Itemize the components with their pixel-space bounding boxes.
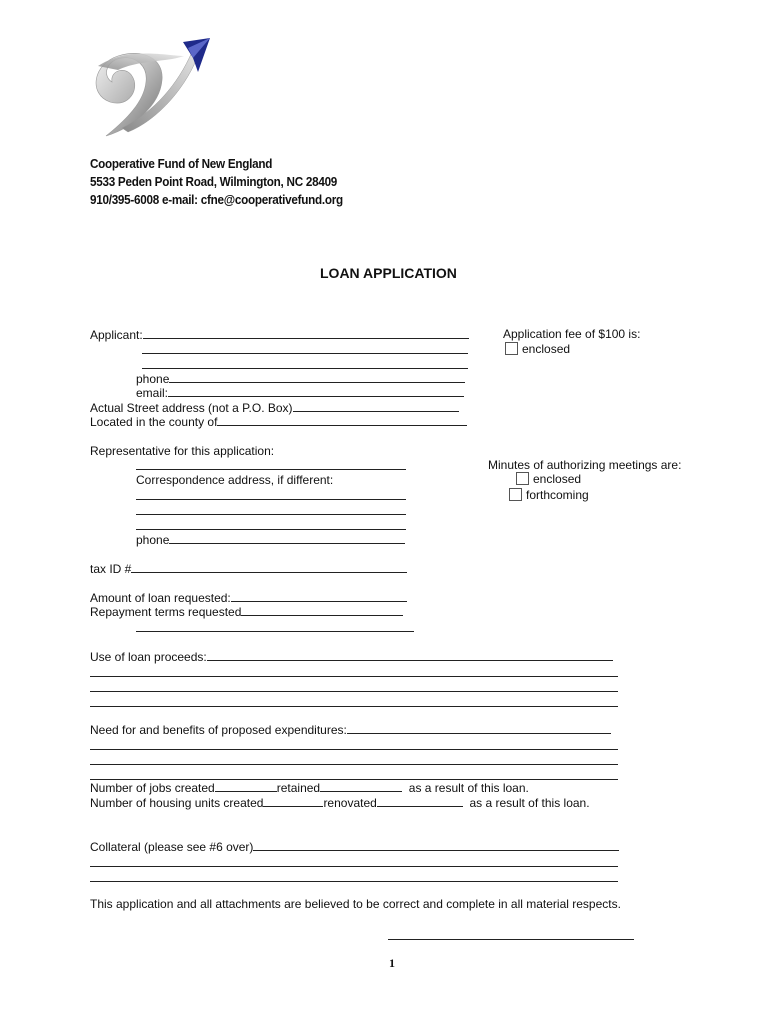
minutes-enclosed-label: enclosed	[533, 472, 582, 486]
need-benefits-field-3[interactable]	[90, 753, 618, 765]
correspondence-field-1[interactable]	[136, 488, 406, 500]
street-address-field[interactable]	[293, 400, 459, 412]
collateral-line-2	[90, 855, 618, 870]
use-of-proceeds-field-3[interactable]	[90, 680, 618, 692]
housing-renovated-label: renovated	[323, 796, 377, 810]
collateral-field-2[interactable]	[90, 855, 618, 867]
representative-phone-field[interactable]	[169, 532, 405, 544]
use-of-proceeds-line-3	[90, 680, 618, 695]
fee-label: Application fee of $100 is:	[503, 327, 641, 341]
use-of-proceeds-line-4	[90, 695, 618, 710]
use-of-proceeds-field-2[interactable]	[90, 665, 618, 677]
use-of-proceeds-row	[90, 649, 613, 664]
tax-id-field[interactable]	[131, 561, 407, 573]
representative-name-row	[136, 458, 406, 473]
applicant-address-row-2	[142, 357, 468, 372]
housing-suffix: as a result of this loan.	[469, 796, 590, 810]
use-of-proceeds-line-2	[90, 665, 618, 680]
jobs-retained-field[interactable]	[320, 780, 402, 792]
need-benefits-line-3	[90, 753, 618, 768]
street-address-row	[90, 400, 459, 415]
applicant-email-field[interactable]	[168, 385, 464, 397]
housing-row	[90, 795, 590, 810]
applicant-phone-field[interactable]	[169, 371, 465, 383]
jobs-suffix: as a result of this loan.	[408, 781, 529, 795]
org-name: Cooperative Fund of New England	[90, 156, 273, 171]
need-benefits-field-2[interactable]	[90, 738, 618, 750]
tax-id-label: tax ID #	[90, 562, 132, 576]
representative-phone-row	[136, 532, 405, 547]
repayment-label: Repayment terms requested	[90, 605, 242, 619]
need-benefits-row	[90, 722, 611, 737]
signature-row	[388, 928, 634, 943]
applicant-phone-label: phone	[136, 372, 170, 386]
repayment-row-2	[136, 620, 414, 635]
applicant-email-row	[136, 385, 464, 400]
minutes-label: Minutes of authorizing meetings are:	[488, 458, 682, 472]
county-row	[90, 414, 467, 429]
certification-statement: This application and all attachments are believed to be correct and complete in all material respects.	[90, 897, 621, 911]
collateral-field-3[interactable]	[90, 870, 618, 882]
applicant-row	[90, 327, 469, 342]
housing-created-label: Number of housing units created	[90, 796, 264, 810]
applicant-label: Applicant:	[90, 328, 143, 342]
minutes-enclosed-option	[516, 472, 581, 486]
fee-enclosed-option	[505, 342, 570, 356]
need-benefits-field-4[interactable]	[90, 768, 618, 780]
county-label: Located in the county of	[90, 415, 218, 429]
applicant-email-label: email:	[136, 386, 169, 400]
applicant-address-field-2[interactable]	[142, 357, 468, 369]
correspondence-label: Correspondence address, if different:	[136, 473, 334, 487]
collateral-field[interactable]	[253, 839, 619, 851]
representative-label: Representative for this application:	[90, 444, 275, 458]
org-address: 5533 Peden Point Road, Wilmington, NC 28409	[90, 174, 338, 189]
correspondence-field-2[interactable]	[136, 503, 406, 515]
repayment-field-2[interactable]	[136, 620, 414, 632]
collateral-row	[90, 839, 619, 854]
need-benefits-label: Need for and benefits of proposed expenditures:	[90, 723, 347, 737]
applicant-name-field[interactable]	[143, 327, 469, 339]
minutes-forthcoming-option	[509, 488, 589, 502]
jobs-row	[90, 780, 529, 795]
page-number: 1	[389, 956, 395, 970]
need-benefits-line-2	[90, 738, 618, 753]
jobs-retained-label: retained	[276, 781, 321, 795]
correspondence-row-1	[136, 488, 406, 503]
page-title: LOAN APPLICATION	[320, 265, 457, 281]
fee-enclosed-label: enclosed	[522, 342, 571, 356]
applicant-address-row-1	[142, 342, 468, 357]
applicant-address-field-1[interactable]	[142, 342, 468, 354]
collateral-label: Collateral (please see #6 over)	[90, 840, 254, 854]
minutes-enclosed-checkbox[interactable]	[516, 472, 529, 485]
repayment-field[interactable]	[241, 604, 403, 616]
housing-created-field[interactable]	[263, 795, 323, 807]
representative-name-field[interactable]	[136, 458, 406, 470]
housing-renovated-field[interactable]	[377, 795, 463, 807]
fee-enclosed-checkbox[interactable]	[505, 342, 518, 355]
need-benefits-field[interactable]	[347, 722, 611, 734]
collateral-line-3	[90, 870, 618, 885]
amount-label: Amount of loan requested:	[90, 591, 231, 605]
use-of-proceeds-label: Use of loan proceeds:	[90, 650, 207, 664]
tax-id-row	[90, 561, 407, 576]
minutes-forthcoming-label: forthcoming	[526, 488, 589, 502]
minutes-forthcoming-checkbox[interactable]	[509, 488, 522, 501]
county-field[interactable]	[217, 414, 467, 426]
correspondence-field-3[interactable]	[136, 518, 406, 530]
street-address-label: Actual Street address (not a P.O. Box)	[90, 401, 293, 415]
org-contact: 910/395-6008 e-mail: cfne@cooperativefund.org	[90, 192, 343, 207]
representative-phone-label: phone	[136, 533, 170, 547]
repayment-row	[90, 604, 403, 619]
signature-field[interactable]	[388, 928, 634, 940]
cfne-logo	[88, 36, 216, 152]
use-of-proceeds-field[interactable]	[207, 649, 613, 661]
use-of-proceeds-field-4[interactable]	[90, 695, 618, 707]
correspondence-row-2	[136, 503, 406, 518]
jobs-created-field[interactable]	[215, 780, 277, 792]
applicant-phone-row	[136, 371, 465, 386]
amount-field[interactable]	[231, 590, 407, 602]
jobs-created-label: Number of jobs created	[90, 781, 215, 795]
correspondence-row-3	[136, 518, 406, 533]
amount-row	[90, 590, 407, 605]
